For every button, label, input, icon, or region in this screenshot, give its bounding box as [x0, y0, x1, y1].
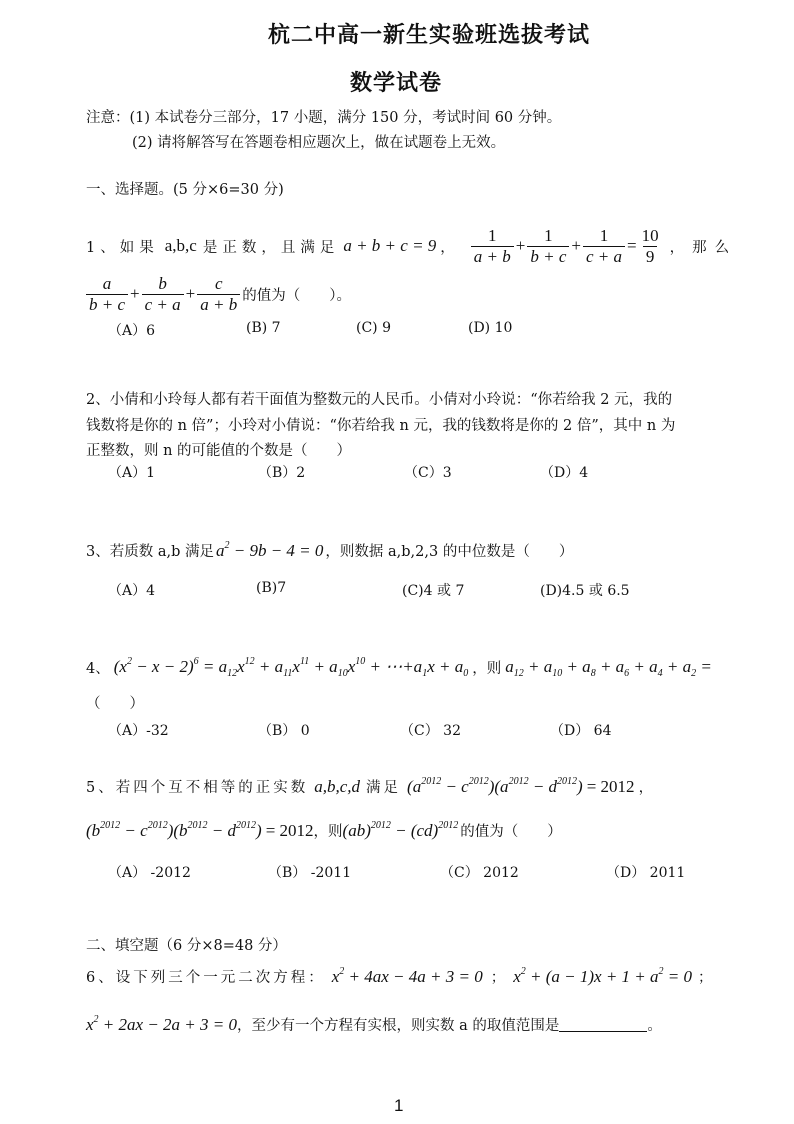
q1-f2: [142, 274, 184, 315]
q1-end: 的值为（ ）。: [242, 287, 351, 304]
q3-option-c: (C)4 或 7: [402, 583, 465, 599]
q6-end: 。: [647, 1018, 662, 1034]
q4-option-b: （B） 0: [258, 723, 310, 739]
q6-answer-blank[interactable]: [559, 1017, 647, 1032]
q1-rhs-frac: [639, 226, 662, 267]
q1-number: 1、如果: [86, 239, 159, 256]
q1-equation-sum: a + b + c = 9: [343, 236, 437, 255]
question-5-line-1: [86, 776, 653, 797]
q2-option-c: （C）3: [404, 465, 452, 481]
q4-paren: （ ）: [86, 696, 144, 712]
q5-option-b: （B） -2011: [268, 865, 352, 881]
q1-f2-num: b: [158, 273, 167, 293]
section-2-heading: 二、填空题（6 分×8=48 分）: [86, 938, 287, 954]
q6-equation-3: $x^2 + 2ax - 2a + 3 = 0$: [86, 1014, 237, 1034]
q1-option-c: (C) 9: [356, 320, 391, 336]
q6-semicolon-1: ；: [490, 970, 506, 986]
q2-line-3: 正整数，则 n 的可能值的个数是（ ）: [86, 443, 352, 459]
q5-expression: (ab)$^{2012}$ − (cd)$^{2012}$: [342, 820, 459, 840]
q6-semicolon-2: ；: [698, 970, 713, 986]
q5-equation-1: $(a^{2012} - c^{2012})(a^{2012} - d^{2012})$: [407, 776, 583, 796]
section-1-heading: 一、选择题。(5 分×6=30 分): [86, 182, 284, 198]
q3-option-a: （A）4: [108, 583, 156, 599]
question-3: [86, 540, 573, 561]
q1-f1-num: a: [102, 273, 112, 293]
q4-sum: $a_{12} + a_{10} + a_8 + a_6 + a_4 + a_2$ =: [505, 656, 712, 679]
q2-line-1: 2、小倩和小玲每人都有若干面值为整数元的人民币。小倩对小玲说：“你若给我 2 元，我的: [86, 392, 673, 408]
plus-sign: +: [571, 236, 581, 255]
equals-sign: =: [627, 236, 637, 255]
q4-option-a: （A）-32: [108, 723, 169, 739]
q5-then: ，则: [313, 824, 343, 840]
q4-number: 4、: [86, 661, 110, 677]
question-6-line-2: [86, 1014, 662, 1035]
note-2: (2) 请将解答写在答题卷相应题次上，做在试题卷上无效。: [132, 135, 506, 151]
q1-rhs-num: 10: [641, 225, 659, 245]
question-1-line-1: [86, 222, 737, 270]
question-5-line-2: [86, 820, 562, 841]
q1-f1-den: b + c: [86, 294, 128, 315]
q1-frac-3-num: 1: [599, 225, 609, 245]
q1-frac-2-num: 1: [544, 225, 553, 245]
q3-equation: $a^2 - 9b - 4 = 0$: [215, 540, 324, 560]
question-1-line-2: [84, 270, 351, 318]
q6-equation-2: $x^2 + (a - 1)x + 1 + a^2 = 0$: [513, 966, 693, 986]
q1-frac-1-num: 1: [488, 225, 497, 245]
plus-sign: +: [185, 284, 196, 303]
q1-vars: a,b,c: [164, 236, 197, 255]
q2-option-a: （A）1: [108, 465, 156, 481]
q5-option-d: （D） 2011: [606, 865, 686, 881]
q4-expansion: $(x^2 - x - 2)^6 = a_{12}x^{12} + a_{11}x^{11} + a_{10}x^{10}$ + $\cdots+a_1x + a_0$: [113, 656, 469, 679]
q5-comma: ，: [638, 780, 654, 796]
q2-line-2: 钱数将是你的 n 倍”；小玲对小倩说：“你若给我 n 元，我的钱数将是你的 2 倍”，其中 n 为: [86, 418, 676, 434]
q6-pre: 6、设下列三个一元二次方程：: [86, 970, 326, 986]
q4-option-c: （C） 32: [400, 723, 461, 739]
note-1: 注意：(1) 本试卷分三部分，17 小题，满分 150 分，考试时间 60 分钟。: [86, 110, 562, 126]
q5-equation-2: $(b^{2012} - c^{2012})(b^{2012} - d^{2012})$: [86, 820, 262, 840]
q1-frac-3: [583, 226, 625, 267]
q5-option-c: （C） 2012: [440, 865, 519, 881]
q3-option-b: (B)7: [256, 580, 287, 596]
q5-rhs-1: = 2012: [586, 776, 635, 796]
q4-option-d: （D） 64: [550, 723, 612, 739]
q1-tail: ，那么: [669, 239, 738, 256]
q1-separator: ，: [440, 239, 455, 256]
q5-vars: a,b,c,d: [314, 776, 361, 796]
q1-option-d: (D) 10: [468, 320, 513, 336]
q4-mid: ，则: [472, 661, 502, 677]
q3-option-d: (D)4.5 或 6.5: [540, 583, 630, 599]
q5-option-a: （A） -2012: [108, 865, 191, 881]
q5-mid: 满足: [366, 780, 402, 796]
q6-mid: ，至少有一个方程有实根，则实数 a 的取值范围是: [236, 1018, 560, 1034]
q2-option-b: （B）2: [258, 465, 306, 481]
q1-f3-den: a + b: [197, 294, 240, 315]
q5-end: 的值为（ ）: [460, 824, 562, 840]
q1-f2-den: c + a: [142, 294, 184, 315]
q1-option-b: (B) 7: [246, 320, 281, 336]
q1-option-a: （A）6: [108, 323, 156, 339]
question-4: [86, 656, 712, 679]
q1-f1: [86, 274, 128, 315]
q5-rhs-2: = 2012: [265, 820, 314, 840]
question-6-line-1: [86, 966, 713, 987]
plus-sign: +: [515, 236, 526, 255]
q1-frac-2: [527, 226, 569, 267]
q1-rhs-den: 9: [643, 246, 658, 267]
q2-option-d: （D）4: [540, 465, 589, 481]
exam-subtitle: 数学试卷: [350, 71, 443, 96]
q1-frac-3-den: c + a: [583, 246, 625, 267]
page-number: 1: [394, 1096, 404, 1115]
q1-frac-1-den: a + b: [471, 246, 514, 267]
q3-pre: 3、若质数 a,b 满足: [86, 544, 214, 560]
q1-frac-2-den: b + c: [527, 246, 569, 267]
q1-text: 是正数，且满足: [202, 239, 340, 256]
q1-f3: [197, 274, 240, 315]
plus-sign: +: [130, 284, 140, 303]
q3-post: ，则数据 a,b,2,3 的中位数是（ ）: [325, 544, 574, 560]
q1-frac-1: [471, 226, 514, 267]
q5-pre: 5、若四个互不相等的正实数: [86, 780, 309, 796]
q6-equation-1: $x^2 + 4ax - 4a + 3 = 0$: [331, 966, 483, 986]
q1-f3-num: c: [214, 273, 223, 293]
exam-title: 杭二中高一新生实验班选拔考试: [268, 23, 591, 48]
